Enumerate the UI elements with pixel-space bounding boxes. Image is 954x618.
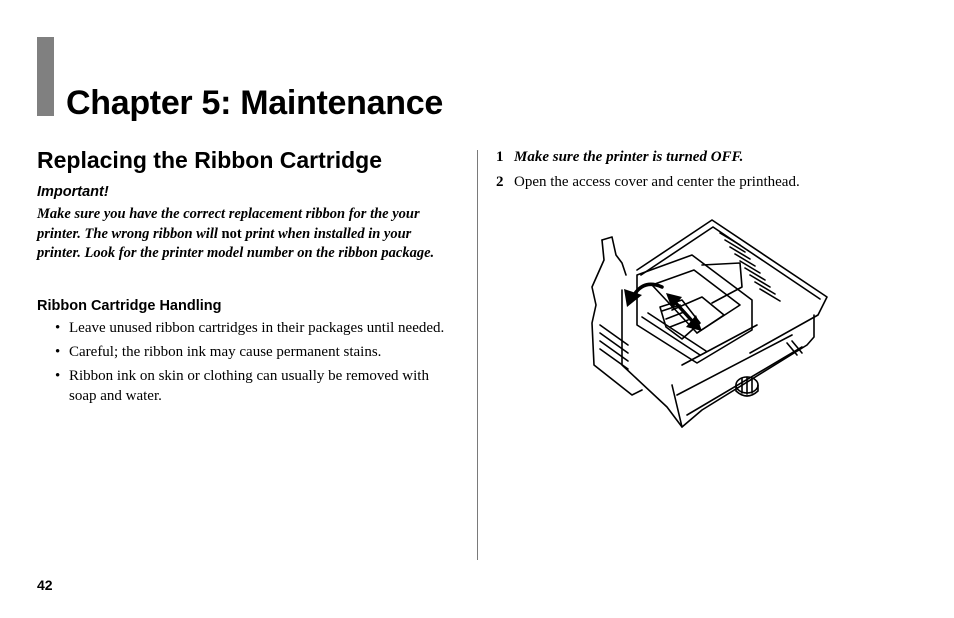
chapter-marker-bar	[37, 37, 54, 116]
bullet-icon: •	[55, 344, 61, 360]
step-text: Open the access cover and center the printhead.	[514, 174, 800, 190]
printer-printhead-illustration	[582, 215, 832, 431]
bullet-icon: •	[55, 368, 61, 384]
bullet-icon: •	[55, 320, 61, 336]
handling-heading: Ribbon Cartridge Handling	[37, 298, 222, 314]
list-item	[55, 342, 450, 362]
handling-list	[55, 318, 450, 410]
step-number: 2	[496, 174, 504, 190]
step-1	[496, 147, 916, 167]
step-number: 1	[496, 149, 504, 165]
important-emphasis: not	[221, 225, 242, 242]
steps-list	[496, 147, 916, 197]
step-text: Make sure the printer is turned OFF.	[514, 149, 744, 165]
column-divider	[477, 150, 478, 560]
list-item-text: Leave unused ribbon cartridges in their packages until needed.	[69, 320, 445, 336]
important-text-before: Make sure you have the correct replacement ribbon for the your printer. The wrong ribbon will	[37, 206, 420, 242]
section-title: Replacing the Ribbon Cartridge	[37, 147, 383, 173]
list-item	[55, 318, 450, 338]
list-item-text: Ribbon ink on skin or clothing can usually be removed with soap and water.	[69, 368, 429, 404]
important-note	[37, 205, 457, 264]
important-text-after: print when installed in your printer. Look for the printer model number on the ribbon package.	[37, 225, 435, 262]
chapter-title: Chapter 5: Maintenance	[66, 84, 443, 122]
step-2	[496, 172, 916, 192]
list-item-text: Careful; the ribbon ink may cause permanent stains.	[69, 344, 382, 360]
list-item	[55, 366, 450, 406]
important-label: Important!	[37, 184, 109, 200]
page-number: 42	[37, 577, 53, 593]
